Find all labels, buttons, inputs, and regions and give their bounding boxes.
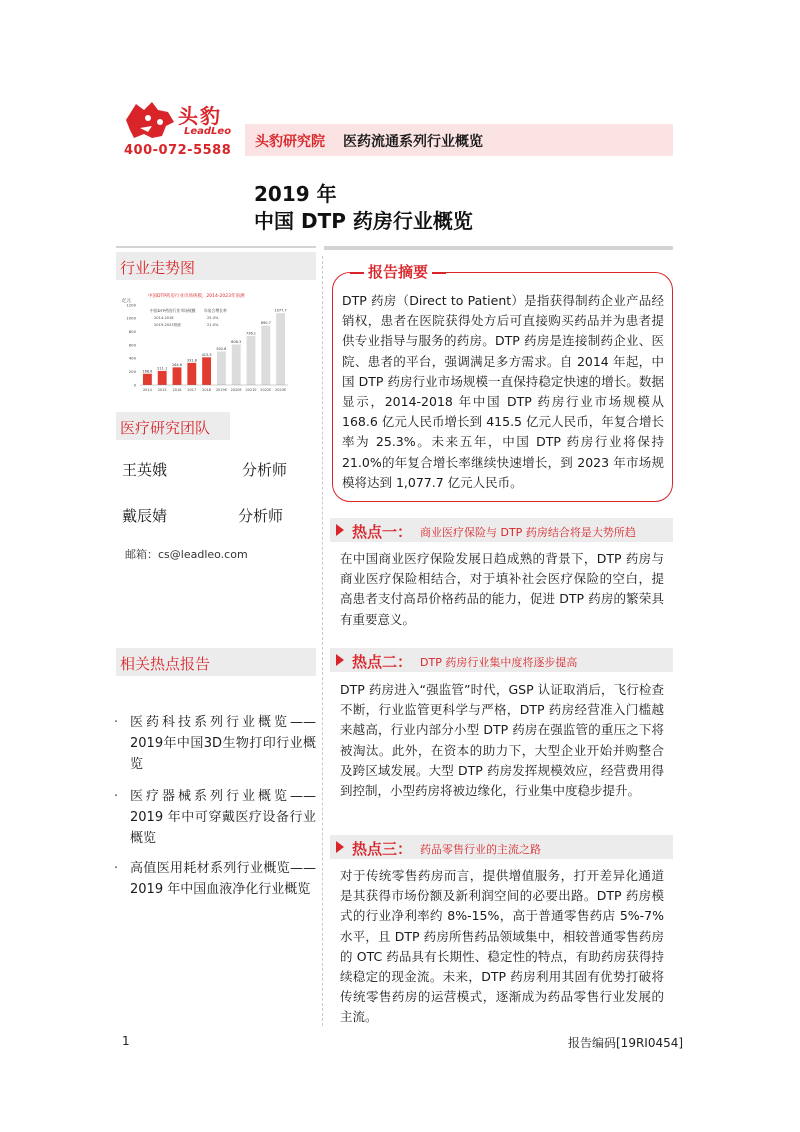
chart-ylabel: 亿元 xyxy=(122,299,131,304)
chart-legend-period: 2014-2018 xyxy=(154,316,174,320)
hotspot-heading xyxy=(330,518,673,542)
chart-bar xyxy=(217,351,226,385)
chart-x-tick-label: 2023E xyxy=(275,388,287,392)
chart-legend-rate: 21.0% xyxy=(207,323,219,327)
chart-value-label: 890.7 xyxy=(260,321,271,326)
chart-x-tick-label: 2019E xyxy=(215,388,227,392)
chart-value-label: 502.8 xyxy=(216,346,227,351)
chart-value-label: 211.1 xyxy=(157,366,168,371)
top-rule-divider xyxy=(324,246,673,250)
chart-legend-period: 2019-2023预测 xyxy=(154,323,181,327)
related-report-link[interactable] xyxy=(114,858,314,922)
related-report-title[interactable]: 高值医用耗材系列行业概览——2019 年中国血液净化行业概览 xyxy=(130,861,316,897)
chart-y-tick-label: 200 xyxy=(128,368,136,374)
page-number: 1 xyxy=(122,1034,130,1048)
chart-y-tick-label: 400 xyxy=(128,355,136,361)
summary-label-bar-left xyxy=(350,272,364,274)
chart-x-tick-label: 2021E xyxy=(245,388,257,392)
bullet-icon: · xyxy=(114,789,119,804)
related-report-link[interactable] xyxy=(114,786,314,850)
related-reports-heading: 相关热点报告 xyxy=(116,648,316,676)
hotspot-heading xyxy=(330,648,673,672)
hotspot-text: 对于传统零售药房而言，提供增值服务，打开差异化通道是其获得市场份额及新利润空间的必要出路。DTP 药房模式的行业净利率约 8%-15%，高于普通零售药店 5%-7%水平，且 DTP 药房所售药品领域集中，相较普通零售药房的 OTC 药品具有长期性、稳定性的特点，有助药房获得持续稳定的现金流。未来，DTP 药房利用其固有优势打破将传统零售药房的运营模式，逐渐成为药品零售行业发展的主流。 xyxy=(340,868,664,1025)
chart-title: 中国DTP药房行业市场规模，2014-2023年预测 xyxy=(148,294,245,299)
chart-x-tick-label: 2018 xyxy=(202,388,212,392)
hotspot-subtitle: DTP 药房行业集中度将逐步提高 xyxy=(420,656,578,669)
team-member-role: 分析师 xyxy=(242,461,288,479)
column-divider xyxy=(322,256,323,1026)
chart-bar xyxy=(158,371,167,385)
team-heading: 医疗研究团队 xyxy=(116,412,230,440)
chart-bar xyxy=(247,336,256,385)
summary-label-text: 报告摘要 xyxy=(368,263,429,281)
hotspot-heading xyxy=(330,835,673,859)
bullet-icon: · xyxy=(114,861,119,876)
chart-value-label: 415.5 xyxy=(201,352,212,357)
chart-bar xyxy=(232,344,241,385)
hotspot-label: 热点三： xyxy=(352,840,413,858)
brand-phone: 400-072-5588 xyxy=(124,143,232,158)
header-series: 医药流通系列行业概览 xyxy=(343,134,483,150)
chart-y-tick-label: 1200 xyxy=(126,302,136,308)
chart-bar xyxy=(261,326,270,385)
brand-name-en: LeadLeo xyxy=(184,126,232,137)
brand-name-cn: 头豹 xyxy=(178,104,222,128)
chart-y-tick-label: 600 xyxy=(128,342,136,348)
contact-email[interactable]: 邮箱：cs@leadleo.com xyxy=(125,548,248,561)
chart-value-label: 1077.7 xyxy=(274,308,287,313)
hotspot-label: 热点二： xyxy=(352,653,413,671)
chart-bar xyxy=(187,363,196,385)
report-code: 报告编码[19RI0454] xyxy=(568,1036,684,1050)
related-report-title[interactable]: 医疗器械系列行业概览——2019 年中可穿戴医疗设备行业概览 xyxy=(130,789,316,846)
related-report-title[interactable]: 医药科技系列行业概览——2019年中国3D生物打印行业概览 xyxy=(130,715,316,772)
chart-x-tick-label: 2014 xyxy=(142,388,152,392)
chart-value-label: 168.6 xyxy=(142,369,153,374)
hotspot-text: DTP 药房进入“强监管”时代，GSP 认证取消后，飞行检查不断，行业监管更科学与严格，DTP 药房经营准入门槛越来越高，行业内部分小型 DTP 药房在强监管的重压之下将被淘汰。此外，在资本的助力下，大型企业开始并购整合及跨区域发展。大型 DTP 药房发挥规模效应，经营费用得到控制，小型药房将被边缘化，行业集中度稳步提升。 xyxy=(340,682,664,799)
triangle-icon xyxy=(336,654,344,666)
chart-value-label: 608.3 xyxy=(231,339,242,344)
chart-value-label: 264.6 xyxy=(171,362,183,367)
chart-y-tick-label: 800 xyxy=(128,328,136,334)
hotspot-subtitle: 药品零售行业的主流之路 xyxy=(420,843,541,856)
summary-text: DTP 药房（Direct to Patient）是指获得制药企业产品经销权，患者在医院获得处方后可直接购买药品并为患者提供专业指导与服务的药房。DTP 药房是连接制药企业、医院、患者的平台，强调满足多方需求。自 2014 年起，中国 DTP 药房行业市场规模一直保持稳定快速的增长。数据显示，2014-2018 年中国 DTP 药房行业市场规模从 168.6 亿元人民币增长到 415.5 亿元人民币，年复合增长率为 25.3%。未来五年，中国 DTP 药房行业将保持 21.0%的年复合增长率继续快速增长，到 2023 年市场规模将达到 1,077.7 亿元人民币。 xyxy=(342,293,664,490)
chart-x-tick-label: 2020E xyxy=(230,388,242,392)
chart-x-tick-label: 2022E xyxy=(260,388,272,392)
summary-label-bar-right xyxy=(432,272,446,274)
chart-bar xyxy=(202,357,211,385)
team-member-name: 戴辰婧 xyxy=(122,507,168,525)
chart-bar xyxy=(276,313,285,385)
header-band xyxy=(245,124,673,156)
title-main: 中国 DTP 药房行业概览 xyxy=(254,209,473,233)
hotspot-text: 在中国商业医疗保险发展日趋成熟的背景下，DTP 药房与商业医疗保险相结合，对于填补社会医疗保险的空白，提高患者支付高昂价格药品的能力，促进 DTP 药房的繁荣具有重要意义。 xyxy=(340,551,664,627)
triangle-icon xyxy=(336,841,344,853)
bullet-icon: · xyxy=(114,715,119,730)
title-year: 2019 年 xyxy=(254,182,337,206)
chart-y-tick-label: 1000 xyxy=(126,315,136,321)
related-report-link[interactable] xyxy=(114,712,314,776)
trend-heading: 行业走势图 xyxy=(116,252,316,280)
chart-x-tick-label: 2016 xyxy=(172,388,182,392)
chart-legend-rate-header: 年复合增长率 xyxy=(204,308,227,313)
hotspot-subtitle: 商业医疗保险与 DTP 药房结合将是大势所趋 xyxy=(420,526,636,539)
chart-x-tick-label: 2017 xyxy=(187,388,197,392)
chart-value-label: 736.1 xyxy=(245,331,257,336)
chart-x-tick-label: 2015 xyxy=(157,388,167,392)
team-member-role: 分析师 xyxy=(238,507,284,525)
chart-legend-rate: 25.3% xyxy=(207,316,219,320)
chart-legend-header: 中国DTP药房行业市场规模 xyxy=(150,308,196,313)
summary-label xyxy=(356,261,440,282)
chart-bar xyxy=(143,374,152,385)
triangle-icon xyxy=(336,524,344,536)
market-size-chart xyxy=(118,288,316,396)
side-rule-divider xyxy=(116,246,316,248)
chart-value-label: 331.8 xyxy=(186,358,197,363)
header-institute: 头豹研究院 xyxy=(255,134,325,150)
hotspot-label: 热点一： xyxy=(352,523,413,541)
team-member-name: 王英娥 xyxy=(122,461,168,479)
chart-y-tick-label: 0 xyxy=(133,382,136,388)
chart-bar xyxy=(173,367,182,385)
